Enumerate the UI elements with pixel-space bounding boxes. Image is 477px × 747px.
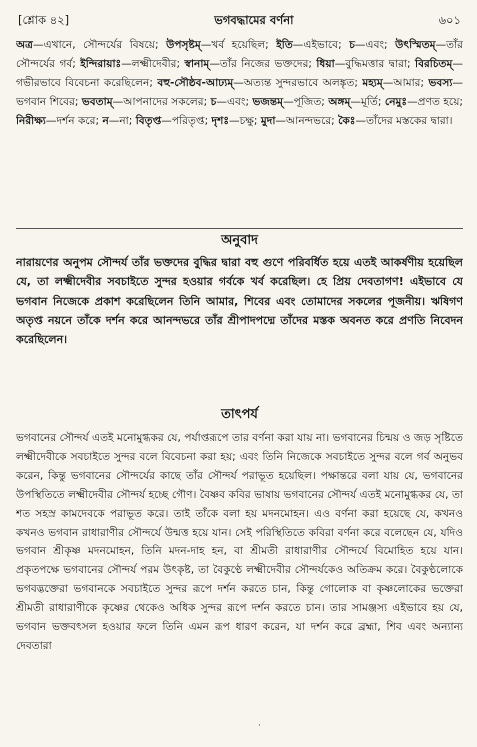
gloss-word: ইতি (276, 39, 293, 51)
gloss-meaning: আপনাদের সকলের; (123, 96, 211, 109)
purport-heading: তাৎপর্য (221, 407, 258, 422)
gloss-word: নিরীক্ষ্য (16, 115, 46, 128)
gloss-word: উপসৃষ্টম্ (166, 39, 201, 51)
verse-number: [শ্লোক ৪২] (18, 12, 70, 27)
word-for-word-gloss: অত্র—এখানে, সৌন্দর্যের বিষয়ে; উপসৃষ্টম্—খর্ব হয়েছিল; ইতি—এইভাবে; চ—এবং; উৎস্মিতম্—তাঁর সৌন্দর্যের গর্ব; ইন্দিরায়াঃ—লক্ষ্মীদেবীর; স্বানাম্—তাঁর নিজের ভক্তদের; ধিয়া—বুদ্ধিমত্তার দ্বারা; বিরচিতম্—গভীরভাবে বিবেচনা করেছিলেন; বহু-সৌষ্ঠব-আঢ্যম্—অত্যন্ত সুন্দরভাবে অলঙ্কৃত; মহ্যম্—আমার; ভবস্য—ভগবান শিবের; ভবতাম্—আপনাদের সকলের; চ—এবং; ভজন্তম্—পূজিত; অঙ্গম্—মূর্তি; নেমুঃ—প্রণত হয়ে; নিরীক্ষ্য—দর্শন করে; ন—না; বিতৃপ্ত—পরিতৃপ্ত; দৃশঃ—চক্ষু; মুদা—আনন্দভরে; কৈঃ—তাঁদের মস্তকের দ্বারা। (16, 39, 463, 128)
gloss-meaning: চক্ষু; (239, 115, 261, 128)
gloss-word: ভজন্তম্ (252, 96, 284, 109)
gloss-word: মহ্যম্ (362, 77, 383, 90)
gloss-word: বিতৃপ্ত (135, 115, 162, 128)
gloss-word: কৈঃ (338, 115, 356, 128)
gloss-word: স্বানাম্ (184, 58, 210, 71)
gloss-word: উৎস্মিতম্ (395, 39, 436, 51)
gloss-word: ন (102, 115, 109, 128)
gloss-meaning: আনন্দভরে; (286, 115, 339, 128)
gloss-meaning: এইভাবে; (303, 39, 350, 51)
purport-text: ভগবানের সৌন্দর্য এতই মনোমুগ্ধকর যে, পর্যাপ্তরূপে তার বর্ণনা করা যায় না। ভগবানের চিন্ময় ও জড় সৃষ্টিতে লক্ষ্মীদেবীকে সবচাইতে সুন্দর বলে বিবেচনা করা হয়; এবং তিনি নিজেকে সবচাইতে সুন্দর বলে গর্ব অনুভব করেন, কিন্তু ভগবানের সৌন্দর্যের কাছে তাঁর সৌন্দর্য পরাভূত হয়েছিল। পক্ষান্তরে বলা যায় যে, ভগবানের উপস্থিতিতে লক্ষ্মীদেবীর সৌন্দর্য হচ্ছে গৌণ। বৈষ্ণব কবির ভাষায় ভগবানের সৌন্দর্য এতই মনোমুগ্ধকর যে, তা শত সহস্র কামদেবকে পরাভূত করে। তাই তাঁকে বলা হয় মদনমোহন। এও বর্ণনা করা হয়েছে যে, কখনও কখনও ভগবান রাধারাণীর সৌন্দর্যে উন্মত্ত হয়ে যান। সেই পরিস্থিতিতে কবিরা বর্ণনা করে বলেছেন যে, যদিও ভগবান শ্রীকৃষ্ণ মদনমোহন, তিনি মদন-দাহ হন, বা শ্রীমতী রাধারাণীর সৌন্দর্যে বিমোহিত হয়ে যান। প্রকৃতপক্ষে ভগবানের সৌন্দর্য পরম উৎকৃষ্ট, তা বৈকুণ্ঠে লক্ষ্মীদেবীর সৌন্দর্যকেও অতিক্রম করে। বৈকুণ্ঠলোকে ভগবদ্ভক্তেরা ভগবানকে সবচাইতে সুন্দর রূপে দর্শন করতে চান, কিন্তু গোলোক বা কৃষ্ণলোকের ভক্তেরা শ্রীমতী রাধারাণীকে কৃষ্ণের থেকেও অধিক সুন্দর রূপে দর্শন করতে চান। তার সামঞ্জস্য এইভাবে হয় যে, ভগবান ভক্তবৎসল হওয়ার ফলে তিনি এমন রূপ ধারণ করেন, যা দর্শন করে ব্রহ্মা, শিব এবং অন্যান্য দেবতারা (16, 432, 463, 652)
gloss-word: দৃশঃ (211, 115, 230, 128)
gloss-word: অত্র (16, 39, 33, 51)
gloss-meaning: প্রণত হয়ে; (417, 96, 463, 109)
translation-text: নারায়ণের অনুপম সৌন্দর্য তাঁর ভক্তদের বুদ্ধির দ্বারা বহু গুণে পরিবর্ধিত হয়ে এতই আকর্ষণীয় হয়েছিল যে, তা লক্ষ্মীদেবীর সবচাইতে সুন্দর হওয়ার গর্বকে খর্ব করেছিল। হে প্রিয় দেবতাগণ! এইভাবে যে ভগবান নিজেকে প্রকাশ করেছিলেন তিনি আমার, শিবের এবং তোমাদের সকলের পূজনীয়। ঋষিগণ অতৃপ্ত নয়নে তাঁকে দর্শন করে আনন্দভরে তাঁর শ্রীপাদপদ্মে তাঁদের মস্তক অবনত করে প্রণতি নিবেদন করেছিলেন। (16, 256, 463, 347)
footer-mark: · (258, 721, 261, 731)
gloss-word: চ (349, 39, 355, 51)
gloss-meaning: তাঁদের মস্তকের দ্বারা। (366, 115, 453, 128)
gloss-meaning: এখানে, সৌন্দর্যের বিষয়ে; (43, 39, 167, 51)
gloss-meaning: বুদ্ধিমত্তার দ্বারা; (345, 58, 416, 71)
book-page (16, 10, 463, 747)
gloss-word: অঙ্গম্ (328, 96, 351, 109)
gloss-meaning: ভগবান শিবের; (16, 96, 82, 109)
gloss-word: বহু-সৌষ্ঠব-আঢ্যম্ (157, 77, 234, 90)
gloss-meaning: দর্শন করে; (56, 115, 103, 128)
gloss-meaning: খর্ব হয়েছিল; (211, 39, 277, 51)
gloss-word: ইন্দিরায়াঃ (80, 58, 122, 71)
gloss-meaning: অত্যন্ত সুন্দরভাবে অলঙ্কৃত; (243, 77, 363, 90)
gloss-meaning: পূজিত; (293, 96, 329, 109)
gloss-word: মুদা (260, 115, 276, 128)
running-header (16, 10, 463, 32)
gloss-word: চ (210, 96, 217, 109)
translation-heading: অনুবাদ (16, 228, 463, 253)
gloss-meaning: লক্ষ্মীদেবীর; (131, 58, 185, 71)
gloss-meaning: তাঁর নিজের ভক্তদের; (219, 58, 317, 71)
gloss-meaning: আমার; (393, 77, 429, 90)
gloss-word: ভবতাম্ (81, 96, 113, 109)
gloss-word: নেমুঃ (384, 96, 408, 109)
gloss-meaning: তাঁর সৌন্দর্যের গর্ব; (16, 39, 463, 71)
gloss-meaning: গভীরভাবে বিবেচনা করেছিলেন; (16, 77, 158, 90)
gloss-word: ভবস্য (428, 77, 453, 90)
gloss-meaning: এবং; (365, 39, 396, 51)
page-number: ৬০১ (438, 12, 461, 27)
gloss-word: বিরচিতম্ (415, 58, 453, 71)
gloss-meaning: না; (119, 115, 136, 128)
gloss-word: ধিয়া (316, 58, 335, 71)
chapter-title: ভগবদ্ধামের বর্ণনা (214, 12, 294, 27)
gloss-meaning: মূর্তি; (361, 96, 385, 109)
gloss-meaning: পরিতৃপ্ত; (171, 115, 212, 128)
gloss-meaning: এবং; (226, 96, 253, 109)
